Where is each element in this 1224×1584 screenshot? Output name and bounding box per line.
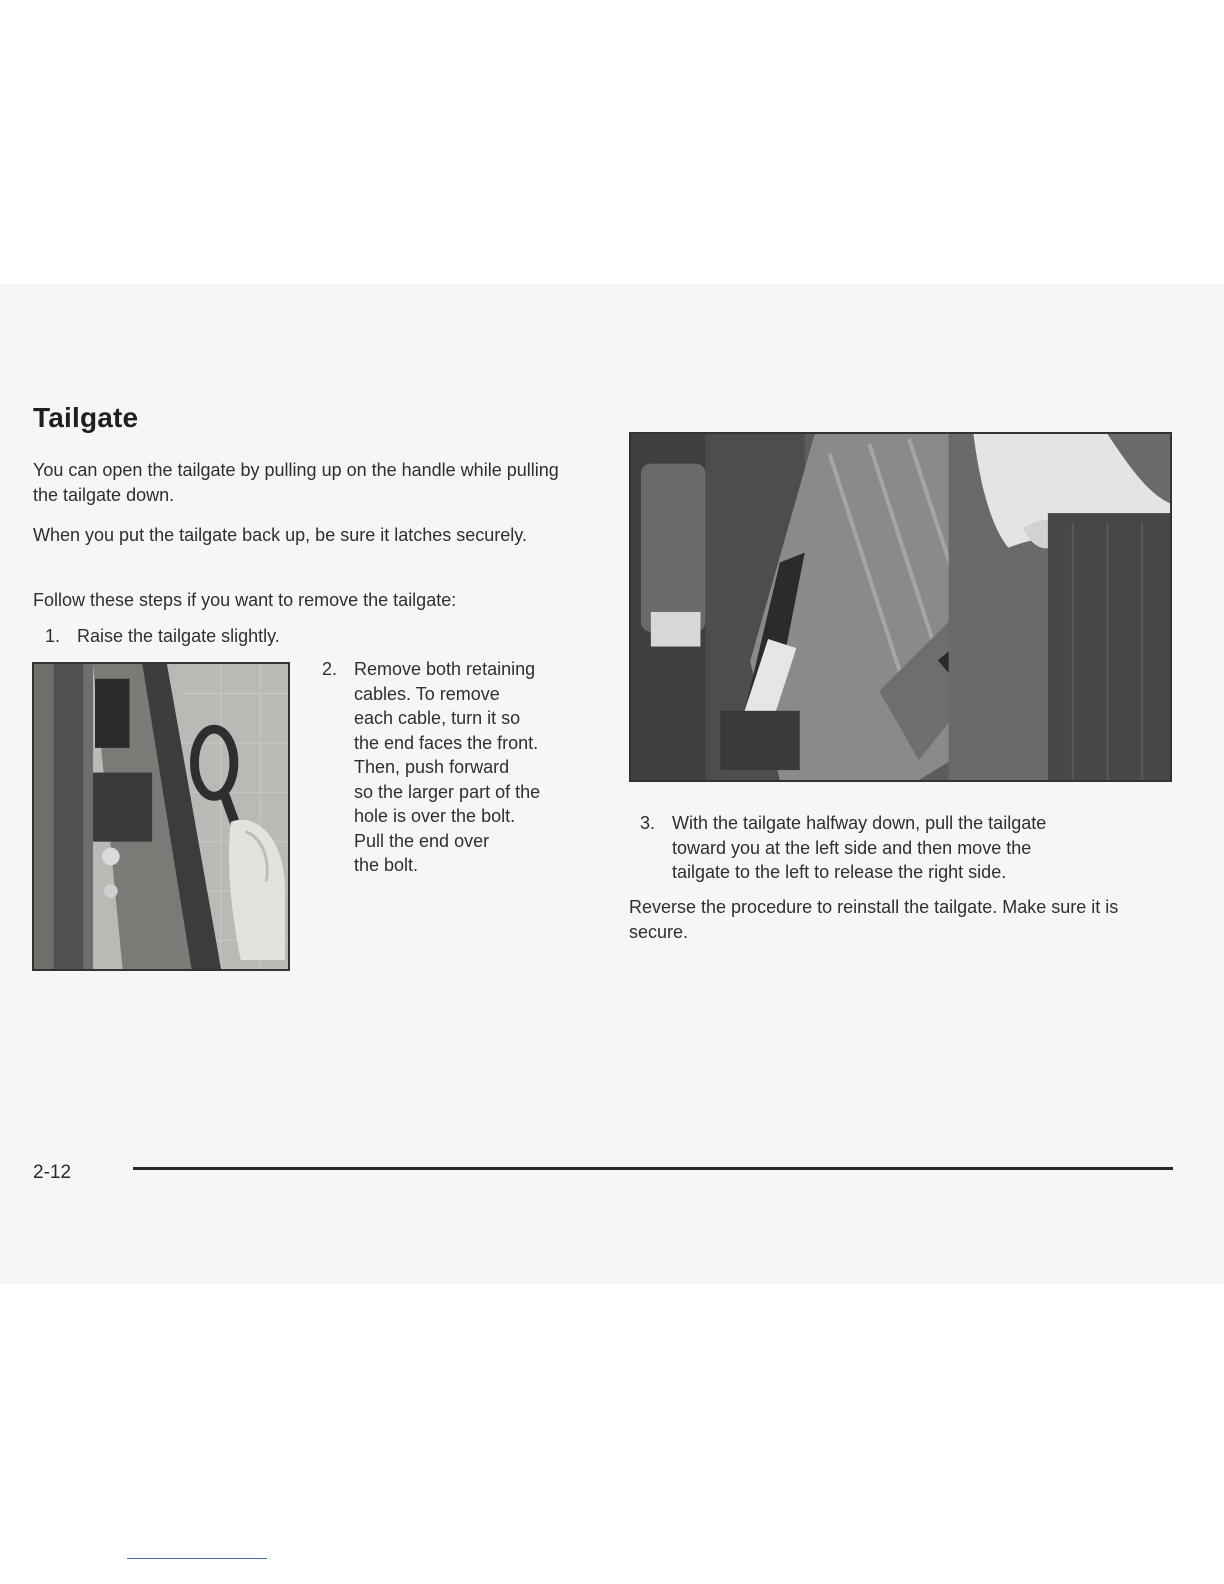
step-2-line: Remove both retaining: [354, 659, 536, 679]
step-3-line: With the tailgate halfway down, pull the tailgate: [672, 813, 1047, 833]
tailgate-removal-photo: [629, 432, 1172, 782]
latch-paragraph: When you put the tailgate back up, be sure it latches securely.: [33, 525, 527, 545]
step-2-line: each cable, turn it so: [354, 708, 521, 728]
follow-paragraph: Follow these steps if you want to remove the tailgate:: [33, 590, 457, 610]
bottom-rule: [127, 1558, 267, 1559]
step-1: [45, 624, 565, 649]
section-title: Tailgate: [33, 402, 139, 433]
step-1-text: Raise the tailgate slightly.: [77, 626, 280, 646]
step-3-text: [672, 811, 1046, 885]
step-2-line: Then, push forward: [354, 757, 510, 777]
reverse-paragraph: Reverse the procedure to reinstall the tailgate. Make sure it is secure.: [629, 897, 1119, 942]
step-2-line: so the larger part of the: [354, 781, 541, 802]
step-2-number: 2.: [322, 659, 338, 679]
step-3: [640, 811, 1160, 886]
step-2-line: the bolt.: [354, 855, 419, 875]
step-3-line: tailgate to the left to release the right side.: [672, 862, 1007, 882]
step-2-line: the end faces the front.: [354, 732, 539, 753]
step-3-number: 3.: [640, 813, 656, 833]
step-2-line: Pull the end over: [354, 830, 490, 851]
retaining-cable-photo: [32, 662, 290, 971]
step-3-line: toward you at the left side and then move the: [672, 837, 1032, 858]
intro-paragraph: You can open the tailgate by pulling up on the handle while pulling the tailgate down.: [33, 460, 559, 505]
step-2-line: cables. To remove: [354, 683, 500, 704]
page-number: 2-12: [33, 1162, 72, 1183]
step-2: [322, 657, 592, 882]
footer-rule: [133, 1167, 1173, 1170]
step-2-text: [354, 657, 540, 878]
step-2-line: hole is over the bolt.: [354, 806, 516, 826]
step-1-number: 1.: [45, 626, 61, 646]
